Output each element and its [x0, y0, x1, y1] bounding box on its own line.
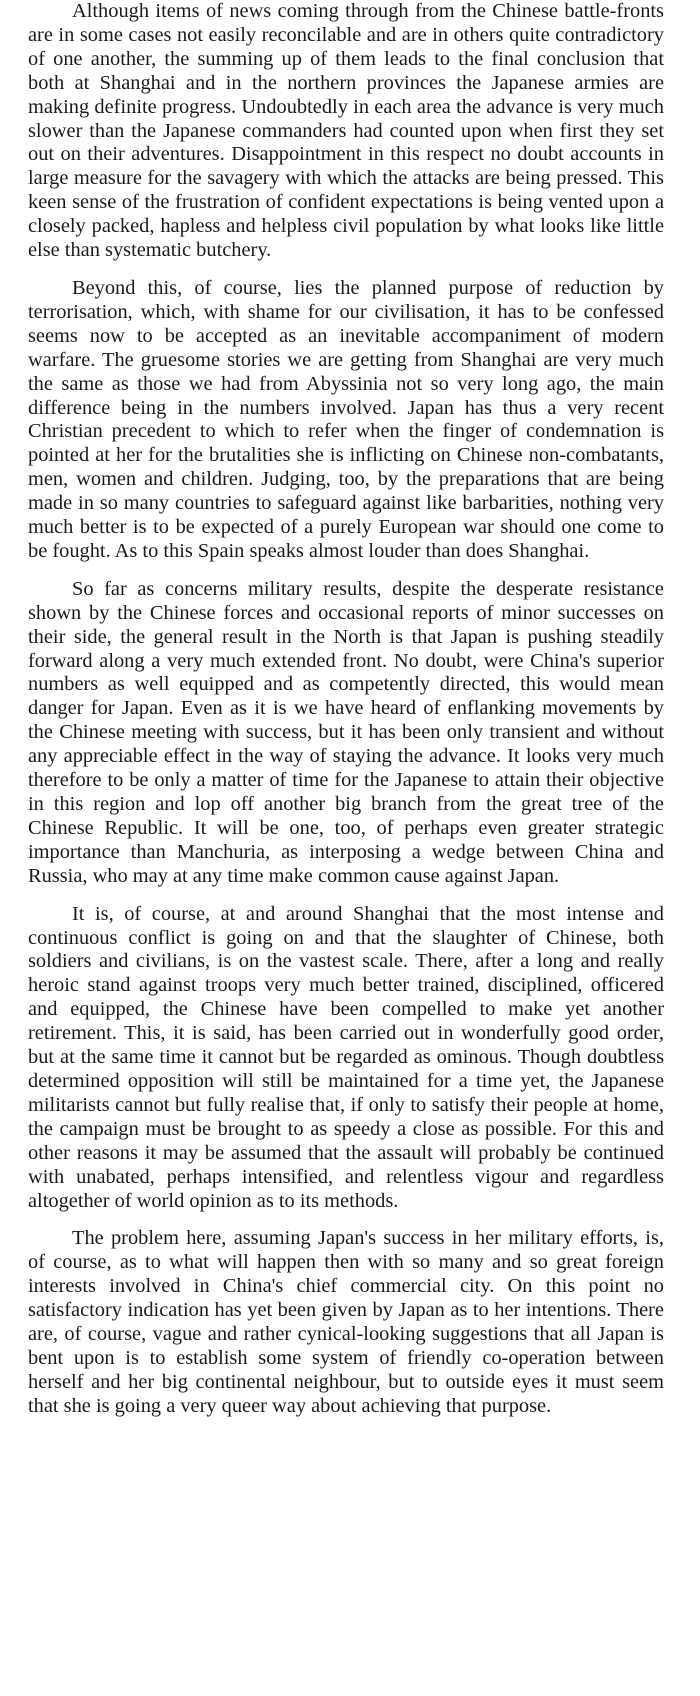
paragraph-2: Beyond this, of course, lies the planned purpose of reduction by terrorisation, which, with shame for our civilisation, it has to be confessed seems now to be accepted as an inevitable accompaniment of modern warfare. The gruesome stories we are getting from Shanghai are very much the same as those we had from Abyssinia not so very long ago, the main difference being in the numbers involved. Japan has thus a very recent Christian precedent to which to refer when the finger of condemnation is pointed at her for the brutalities she is inflicting on Chinese non-combatants, men, women and children. Judging, too, by the preparations that are being made in so many countries to safeguard against like barbarities, nothing very much better is to be expected of a purely European war should one come to be fought. As to this Spain speaks almost louder than does Shanghai. [28, 276, 664, 562]
article-body [28, 0, 664, 1433]
paragraph-5: The problem here, assuming Japan's success in her military efforts, is, of course, as to what will happen then with so many and so great foreign interests involved in China's chief commercial city. On this point no satisfactory indication has yet been given by Japan as to her intentions. There are, of course, vague and rather cynical-looking suggestions that all Japan is bent upon is to establish some system of friendly co-operation between herself and her big continental neighbour, but to outside eyes it must seem that she is going a very queer way about achieving that purpose. [28, 1227, 664, 1417]
paragraph-3: So far as concerns military results, despite the desperate resistance shown by the Chinese forces and occasional reports of minor successes on their side, the general result in the North is that Japan is pushing steadily forward along a very much extended front. No doubt, were China's superior numbers as well equipped and as competently directed, this would mean danger for Japan. Even as it is we have heard of enflanking movements by the Chinese meeting with success, but it has been only transient and without any appreciable effect in the way of staying the advance. It looks very much therefore to be only a matter of time for the Japanese to attain their objective in this region and lop off another big branch from the great tree of the Chinese Republic. It will be one, too, of perhaps even greater strategic importance than Manchuria, as interposing a wedge between China and Russia, who may at any time make common cause against Japan. [28, 577, 664, 887]
paragraph-4: It is, of course, at and around Shanghai that the most intense and continuous conflict is going on and that the slaughter of Chinese, both soldiers and civilians, is on the vastest scale. There, after a long and really heroic stand against troops very much better trained, disciplined, officered and equipped, the Chinese have been compelled to make yet another retirement. This, it is said, has been carried out in wonderfully good order, but at the same time it cannot but be regarded as ominous. Though doubtless determined opposition will still be maintained for a time yet, the Japanese militarists cannot but fully realise that, if only to satisfy their people at home, the campaign must be brought to as speedy a close as possible. For this and other reasons it may be assumed that the assault will probably be continued with unabated, perhaps intensified, and relentless vigour and regardless altogether of world opinion as to its methods. [28, 902, 664, 1212]
paragraph-1: Although items of news coming through from the Chinese battle-fronts are in some cases not easily reconcilable and are in others quite contradictory of one another, the summing up of them leads to the final conclusion that both at Shanghai and in the northern provinces the Japanese armies are making definite progress. Undoubtedly in each area the advance is very much slower than the Japanese commanders had counted upon when first they set out on their adventures. Disappointment in this respect no doubt accounts in large measure for the savagery with which the attacks are being pressed. This keen sense of the frustration of confident expectations is being vented upon a closely packed, hapless and helpless civil population by what looks like little else than systematic butchery. [28, 0, 664, 262]
